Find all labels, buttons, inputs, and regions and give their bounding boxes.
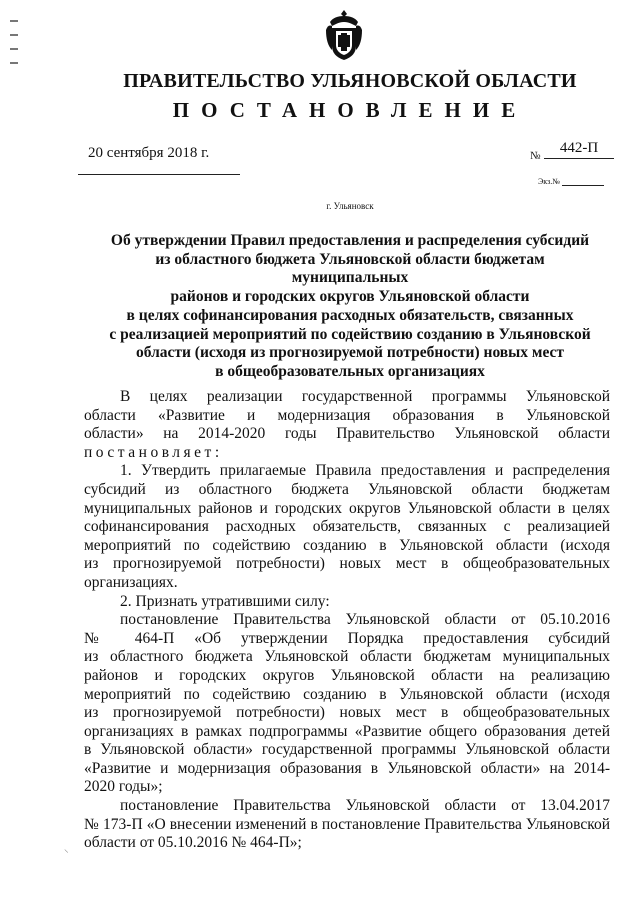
body-line: В целях реализации государственной программы Ульяновской — [120, 388, 610, 405]
number-label: № — [530, 150, 541, 162]
scan-mark — [10, 20, 18, 22]
body-line: области» на 2014-2020 годы Правительство Ульяновской области — [84, 425, 610, 443]
title-line: области (исходя из прогнозируемой потребности) новых мест — [135, 344, 565, 362]
body-line: муниципальных районов и городских округов Ульяновской области в целях — [84, 499, 610, 517]
title-line: с реализацией мероприятий по содействию созданию в Ульяновской — [109, 325, 591, 343]
scan-mark — [10, 62, 18, 64]
body-line: в Ульяновской области» государственной программы Ульяновской области — [84, 741, 610, 759]
title-line: из областного бюджета Ульяновской области бюджетам муниципальных — [155, 250, 545, 287]
scan-corner-mark: ⸜ — [64, 844, 69, 854]
title-line: районов и городских округов Ульяновской области — [170, 288, 530, 306]
document-date: 20 сентября 2018 г. — [88, 145, 210, 161]
body-line: области «Развитие и модернизация образования в Ульяновской — [84, 406, 610, 424]
body-line: организациях. — [84, 573, 178, 591]
body-line: из прогнозируемой потребности) новых мест в общеобразовательных — [84, 555, 610, 573]
body-line: № 464-П «Об утверждении Порядка предоставления субсидий — [84, 629, 610, 647]
document-type: ПОСТАНОВЛЕНИЕ — [172, 98, 528, 122]
coat-of-arms-icon — [324, 8, 364, 62]
body-line: субсидий из областного бюджета Ульяновской области бюджетам — [84, 480, 610, 498]
body-line: 2. Признать утратившими силу: — [120, 592, 330, 610]
body-line: 2020 годы»; — [84, 778, 163, 796]
title-line: в целях софинансирования расходных обязательств, связанных — [126, 306, 574, 324]
body-line: 1. Утвердить прилагаемые Правила предоставления и распределения — [120, 462, 610, 480]
body-line: районов и городских округов Ульяновской области на реализацию — [84, 666, 610, 684]
body-line: постановление Правительства Ульяновской области от 05.10.2016 — [120, 611, 610, 629]
body-line: мероприятий по содействию созданию в Ульяновской области (исходя — [84, 685, 610, 703]
city: г. Ульяновск — [326, 201, 374, 211]
organization-name: ПРАВИТЕЛЬСТВО УЛЬЯНОВСКОЙ ОБЛАСТИ — [123, 70, 577, 92]
copy-label: Экз.№ — [538, 177, 560, 186]
body-line: софинансирования расходных обязательств, связанных с реализацией — [84, 518, 610, 536]
document-title — [100, 232, 600, 382]
body-line: из областного бюджета Ульяновской области бюджетам муниципальных — [84, 648, 610, 666]
body-line: постановляет: — [84, 443, 223, 461]
body-line: мероприятий по содействию созданию в Ульяновской области (исходя — [84, 536, 610, 554]
body-line: организациях в рамках подпрограммы «Развитие общего образования детей — [84, 722, 610, 740]
document-number: 442-П — [544, 140, 614, 159]
title-line: Об утверждении Правил предоставления и распределения субсидий — [110, 232, 590, 249]
body-line: области от 05.10.2016 № 464-П»; — [84, 834, 302, 852]
date-underline — [78, 174, 240, 175]
scan-mark — [10, 48, 18, 50]
body-line: «Развитие и модернизация образования в Ульяновской области» на 2014- — [84, 759, 610, 777]
document-body — [84, 388, 610, 853]
scan-mark — [10, 34, 18, 36]
copy-blank — [562, 185, 604, 186]
body-line: № 173-П «О внесении изменений в постановление Правительства Ульяновской — [84, 815, 610, 833]
copy-number — [538, 177, 604, 186]
title-line: в общеобразовательных организациях — [215, 362, 485, 380]
body-line: из прогнозируемой потребности) новых мест в общеобразовательных — [84, 704, 610, 722]
body-line: постановление Правительства Ульяновской области от 13.04.2017 — [120, 797, 610, 815]
